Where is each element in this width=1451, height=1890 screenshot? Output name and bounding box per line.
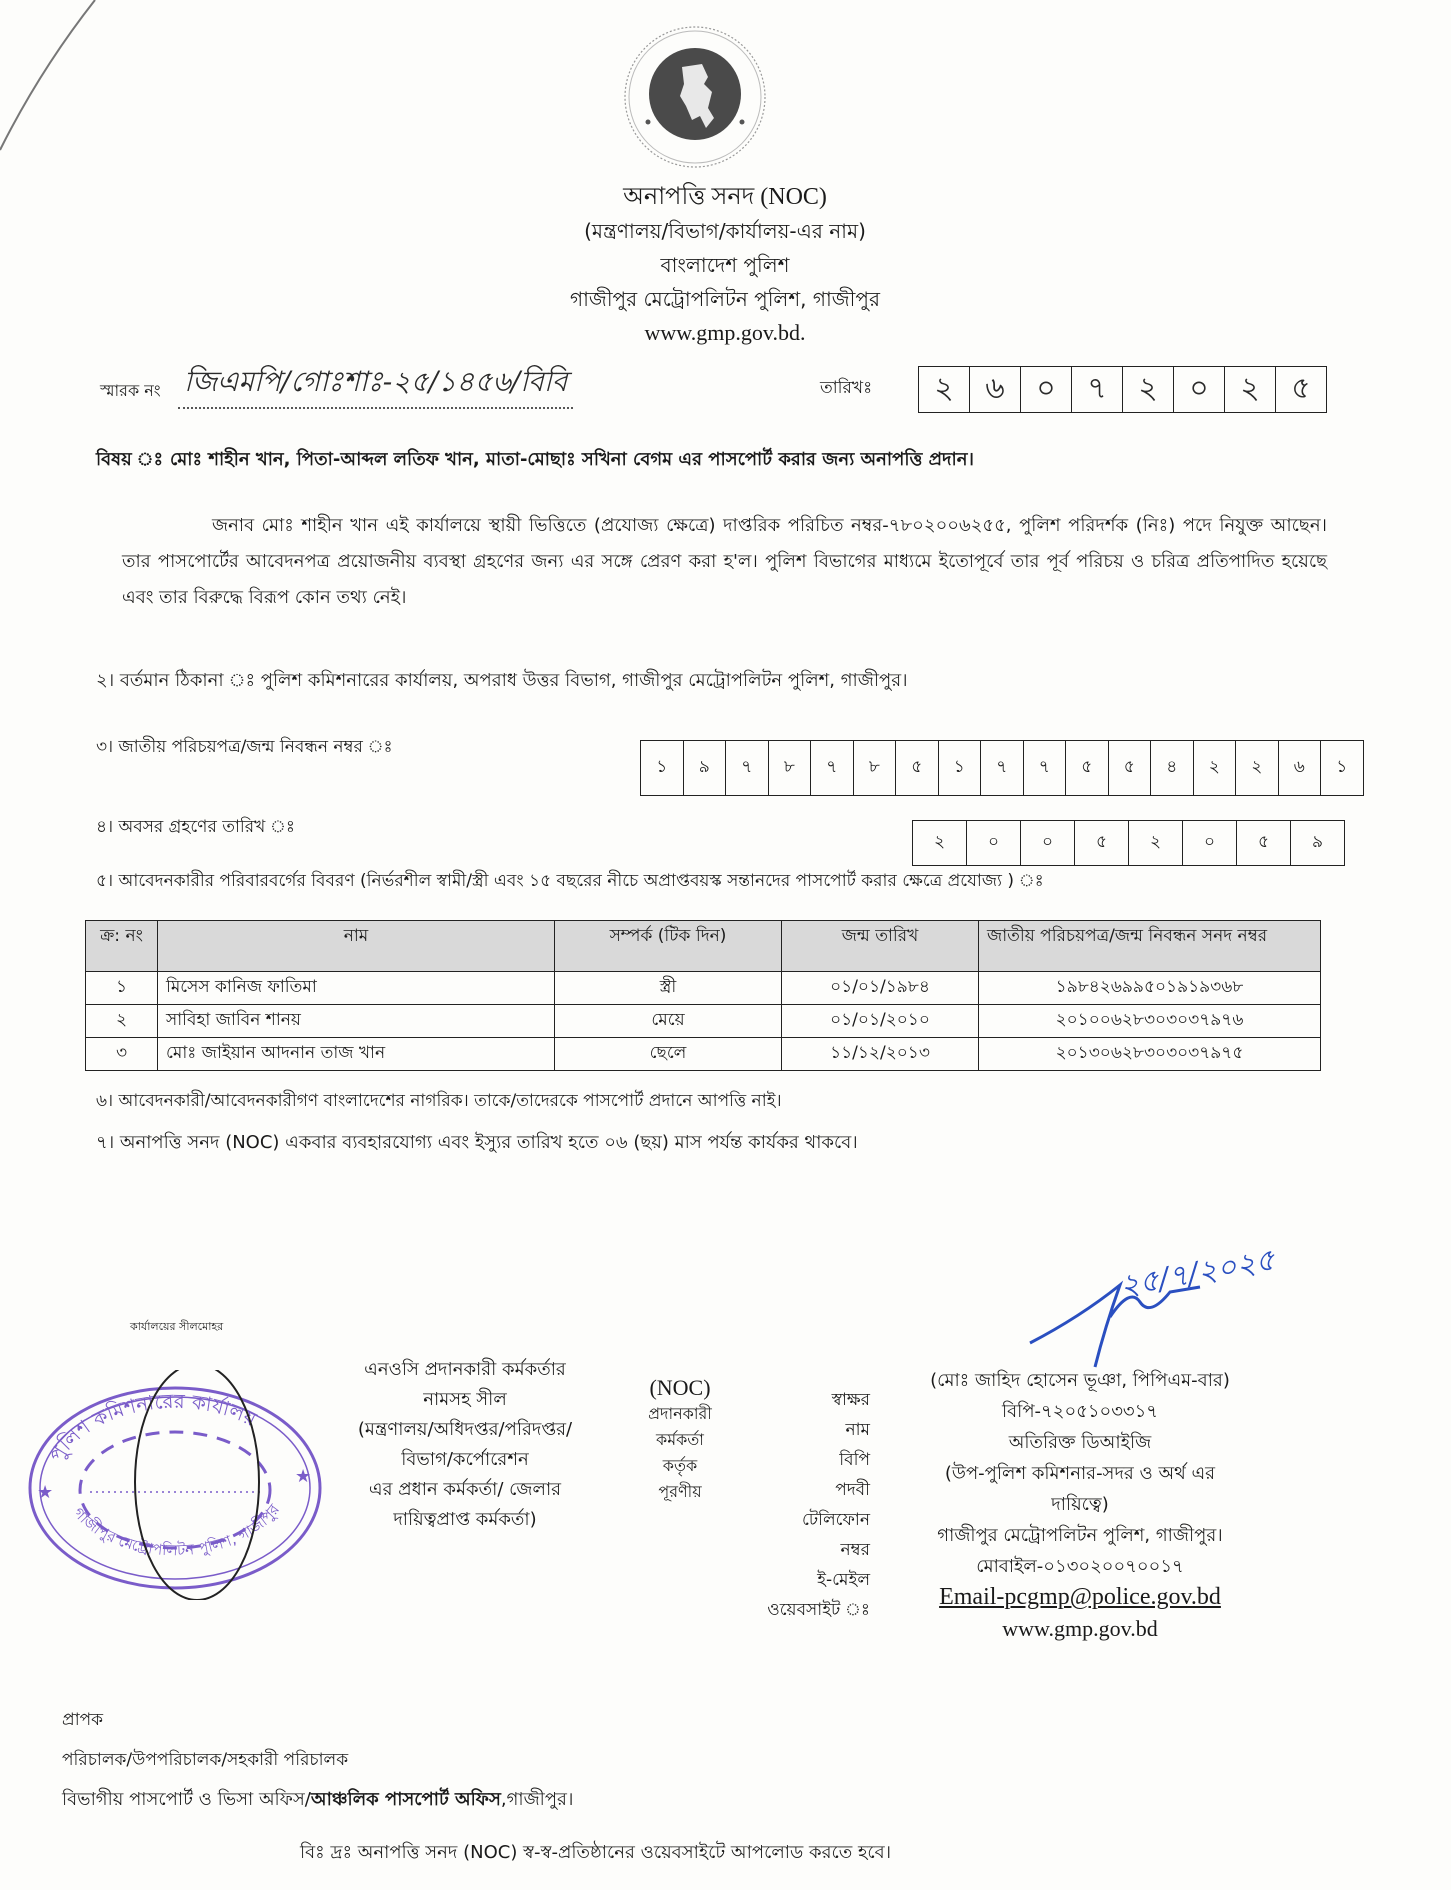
cell-name: মোঃ জাইয়ান আদনান তাজ খান [158,1038,555,1071]
signature-date: ২৫/৭/২০২৫ [1117,1242,1278,1305]
officer-website[interactable]: www.gmp.gov.bd [1002,1616,1158,1641]
validity-statement: ৭। অনাপত্তি সনদ (NOC) একবার ব্যবহারযোগ্য এবং ইস্যুর তারিখ হতে ০৬ (ছয়) মাস পর্যন্ত কার্যকর থাকবে। [96,1132,858,1153]
officer-email[interactable]: Email-pcgmp@police.gov.bd [939,1584,1221,1610]
noc-note-line: কর্মকর্তা [656,1430,704,1449]
retirement-boxes [912,820,1345,866]
government-emblem [620,22,770,172]
cell-id-number: ২০১৩০৬২৮৩০৩০৩৭৯৭৫ [979,1038,1321,1071]
date-digit-box: ০ [1021,367,1072,412]
nid-digit-box: ১ [939,741,982,795]
officer-mobile: মোবাইল-০১৩০২০০৭০০১৭ [976,1556,1184,1577]
nid-digit-box: ৯ [684,741,727,795]
recipient-title: পরিচালক/উপপরিচালক/সহকারী পরিচালক [62,1750,349,1770]
col-id-number: জাতীয় পরিচয়পত্র/জন্ম নিবন্ধন সনদ নম্বর [979,921,1321,972]
recipient-label: প্রাপক [62,1710,104,1730]
instruction-line: দায়িত্বপ্রাপ্ত কর্মকর্তা) [393,1509,537,1530]
nid-digit-box: ৫ [1109,741,1152,795]
instruction-line: বিভাগ/কর্পোরেশন [401,1449,529,1470]
field-label: নাম [845,1420,870,1440]
officer-charge-cont: দায়িত্বে) [1051,1494,1109,1515]
field-label: বিপি [839,1450,870,1470]
cell-id-number: ১৯৮৪২৬৯৯৫০১৯১৯৩৬৮ [979,972,1321,1005]
nid-digit-box: ১ [1336,757,1348,777]
instruction-line: এনওসি প্রদানকারী কর্মকর্তার [364,1359,566,1380]
cell-dob: ০১/০১/১৯৮৪ [782,972,979,1005]
officer-bp: বিপি-৭২০৫১০৩৩১৭ [1002,1401,1158,1422]
seal-text-bottom: গাজীপুর মেট্রোপলিটন পুলিশ, গাজীপুর [69,1500,284,1560]
retirement-label: ৪। অবসর গ্রহণের তারিখ ঃ [96,817,295,837]
noc-note-line: কর্তৃক [662,1456,698,1475]
retirement-digit-box: ৫ [1075,821,1129,865]
field-label: ওয়েবসাইট ঃ [767,1600,870,1620]
cell-serial: ৩ [86,1038,158,1071]
recipient-office-normal: বিভাগীয় পাসপোর্ট ও ভিসা অফিস/ [62,1789,311,1810]
family-details-label: ৫। আবেদনকারীর পরিবারবর্গের বিবরণ (নির্ভরশীল স্বামী/স্ত্রী এবং ১৫ বছরের নীচে অপ্রাপ্তবয়স্ক সন্তানদের পাসপোর্ট করার ক্ষেত্রে প্রযোজ্য ) ঃ [96,871,1044,891]
header-website: www.gmp.gov.bd. [644,320,806,345]
field-labels [760,1385,870,1625]
family-table [85,920,1321,1071]
noc-note-line: প্রদানকারী [648,1404,712,1423]
date-digit-box: ৫ [1291,371,1311,406]
col-serial: ক্র: নং [86,921,158,972]
nid-digit-box: ৭ [726,741,769,795]
instruction-line: এর প্রধান কর্মকর্তা/ জেলার [368,1479,562,1500]
field-label: পদবী [835,1480,870,1500]
signer-instruction [320,1355,610,1535]
date-digit-box: ৭ [1072,367,1123,412]
nid-digit-box: ৬ [1279,741,1322,795]
svg-text:★: ★ [37,1482,54,1503]
date-digit-box: ২ [1123,367,1174,412]
organization-name: বাংলাদেশ পুলিশ [660,253,790,277]
office-seal-stamp-icon [25,1370,325,1600]
field-label: নম্বর [840,1540,870,1560]
noc-note-line: পূরণীয় [658,1482,702,1501]
nid-digit-box: ৭ [981,741,1024,795]
scan-edge-line [0,0,120,200]
retirement-digit-box: ০ [1021,821,1075,865]
date-label: তারিখঃ [820,378,873,398]
unit-name: গাজীপুর মেট্রোপলিটন পুলিশ, গাজীপুর [570,287,880,311]
retirement-digit-box: ০ [1183,821,1237,865]
instruction-line: (মন্ত্রণালয়/অধিদপ্তর/পরিদপ্তর/ [357,1419,573,1440]
table-row [86,972,1321,1005]
officer-charge: (উপ-পুলিশ কমিশনার-সদর ও অর্থ এর [944,1463,1216,1484]
recipient-block [62,1700,573,1820]
nid-label: ৩। জাতীয় পরিচয়পত্র/জন্ম নিবন্ধন নম্বর ঃ [96,737,393,757]
recipient-office [62,1780,573,1820]
nid-digit-box: ৮ [854,741,897,795]
date-digit-box: ২ [1225,367,1276,412]
document-header [400,180,1050,350]
officer-name: (মোঃ জাহিদ হোসেন ভূঞা, পিপিএম-বার) [930,1370,1230,1391]
nid-digit-box: ১ [641,741,684,795]
document-title: অনাপত্তি সনদ (NOC) [623,184,827,210]
date-digit-box: ২ [919,367,970,412]
cell-relation: ছেলে [555,1038,782,1071]
seal-caption: কার্যালয়ের সীলমোহর [130,1320,224,1333]
nid-digit-box: ৪ [1151,741,1194,795]
noc-fill-note [620,1375,740,1505]
svg-text:★: ★ [295,1466,312,1487]
date-digit-box: ৬ [970,367,1021,412]
seal-text-top: পুলিশ কমিশনারের কার্যালয় [44,1388,261,1466]
nid-digit-box: ৫ [1066,741,1109,795]
cell-relation: মেয়ে [555,1005,782,1038]
cell-name: মিসেস কানিজ ফাতিমা [158,972,555,1005]
memo-label: স্মারক নং [100,381,161,400]
retirement-digit-box: ৯ [1311,832,1324,852]
cell-serial: ১ [86,972,158,1005]
body-paragraph: জনাব মোঃ শাহীন খান এই কার্যালয়ে স্থায়ী ভিত্তিতে (প্রযোজ্য ক্ষেত্রে) দাপ্তরিক পরিচিত নম্বর-৭৮০২০০৬২৫৫, পুলিশ পরিদর্শক (নিঃ) পদে নিযুক্ত আছেন। তার পাসপোর্টের আবেদনপত্র প্রয়োজনীয় ব্যবস্থা গ্রহণের জন্য এর সঙ্গে প্রেরণ করা হ'ল। পুলিশ বিভাগের মাধ্যমে ইতোপূর্বে তার পূর্ব পরিচয় ও চরিত্র প্রতিপাদিত হয়েছে এবং তার বিরুদ্ধে বিরূপ কোন তথ্য নেই। [122,515,1327,608]
retirement-digit-box: ২ [913,821,967,865]
nid-digit-box: ২ [1194,741,1237,795]
nid-digit-box: ২ [1236,741,1279,795]
nid-digit-box: ৮ [769,741,812,795]
emblem-icon [620,22,770,172]
footer-note: বিঃ দ্রঃ অনাপত্তি সনদ (NOC) স্ব-স্ব-প্রতিষ্ঠানের ওয়েবসাইটে আপলোড করতে হবে। [300,1842,892,1863]
cell-serial: ২ [86,1005,158,1038]
field-label: ই-মেইল [817,1570,870,1590]
col-dob: জন্ম তারিখ [782,921,979,972]
field-label: স্বাক্ষর [831,1390,870,1410]
instruction-line: নামসহ সীল [423,1389,507,1410]
officer-designation: অতিরিক্ত ডিআইজি [1008,1432,1152,1453]
cell-id-number: ২০১০০৬২৮৩০৩০৩৭৯৭৬ [979,1005,1321,1038]
table-row [86,1005,1321,1038]
nid-digit-box: ৭ [811,741,854,795]
memo-number: জিএমপি/গোঃশাঃ-২৫/১৪৫৬/বিবি [178,360,573,409]
subject-label: বিষয় ঃ [96,449,164,470]
col-name: নাম [158,921,555,972]
subject-text: মোঃ শাহীন খান, পিতা-আব্দল লতিফ খান, মাতা-মোছাঃ সখিনা বেগম এর পাসপোর্ট করার জন্য অনাপত্তি প্রদান। [170,449,974,470]
ministry-line: (মন্ত্রণালয়/বিভাগ/কার্যালয়-এর নাম) [584,219,866,243]
col-relation: সম্পর্ক (টিক দিন) [555,921,782,972]
retirement-digit-box: ৫ [1237,821,1291,865]
officer-unit: গাজীপুর মেট্রোপলিটন পুলিশ, গাজীপুর। [937,1525,1223,1546]
nid-digit-box: ৫ [896,741,939,795]
retirement-digit-box: ২ [1129,821,1183,865]
citizenship-statement: ৬। আবেদনকারী/আবেদনকারীগণ বাংলাদেশের নাগরিক। তাকে/তাদেরকে পাসপোর্ট প্রদানে আপত্তি নাই। [96,1091,782,1111]
officer-details [880,1365,1280,1644]
cell-dob: ০১/০১/২০১০ [782,1005,979,1038]
cell-dob: ১১/১২/২০১৩ [782,1038,979,1071]
noc-note-line: (NOC) [649,1375,711,1400]
cell-relation: স্ত্রী [555,972,782,1005]
cell-name: সাবিহা জাবিন শানয় [158,1005,555,1038]
recipient-office-end: ,গাজীপুর। [500,1789,574,1810]
table-row [86,1038,1321,1071]
date-boxes [918,366,1327,413]
office-seal [25,1370,325,1600]
current-address: ২। বর্তমান ঠিকানা ঃ পুলিশ কমিশনারের কার্যালয়, অপরাধ উত্তর বিভাগ, গাজীপুর মেট্রোপলিটন পুলিশ, গাজীপুর। [96,670,908,691]
retirement-digit-box: ০ [967,821,1021,865]
nid-digit-box: ৭ [1024,741,1067,795]
nid-boxes [640,740,1364,796]
recipient-office-bold: আঞ্চলিক পাসপোর্ট অফিস [310,1789,501,1810]
field-label: টেলিফোন [801,1510,870,1530]
svg-text:গাজীপুর মেট্রোপলিটন পুলিশ, গাজ [70,1500,284,1559]
family-table-header [86,921,1321,972]
date-digit-box: ০ [1174,367,1225,412]
